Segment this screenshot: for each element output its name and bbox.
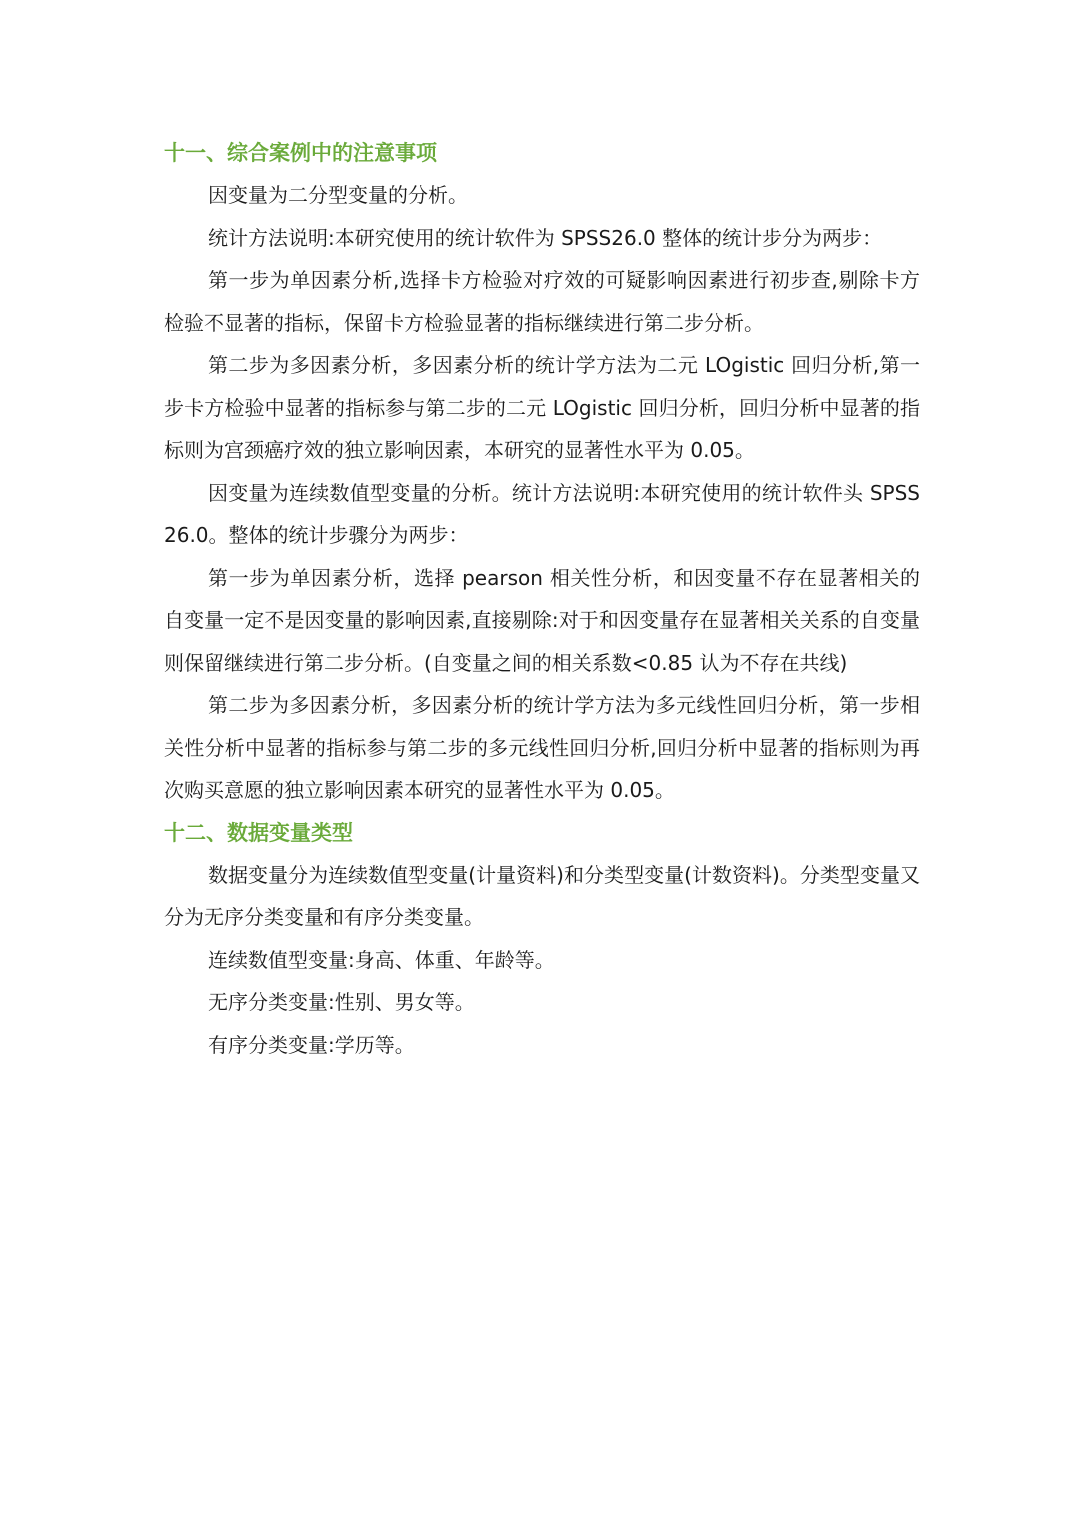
section-11-paragraph-2: 统计方法说明:本研究使用的统计软件为 SPSS26.0 整体的统计步分为两步： bbox=[208, 225, 883, 250]
section-11-heading: 十一、综合案例中的注意事项 bbox=[164, 141, 437, 165]
section-11-paragraph-1: 因变量为二分型变量的分析。 bbox=[208, 183, 468, 207]
section-11-paragraph-7: 第二步为多因素分析，多因素分析的统计学方法为多元线性回归分析，第一步相关性分析中显著的指标参与第二步的多元线性回归分析,回归分析中显著的指标则为再次购买意愿的独立影响因素本研究的显著性水平为 0.05。 bbox=[164, 693, 920, 802]
section-12-paragraph-4: 有序分类变量:学历等。 bbox=[208, 1032, 415, 1057]
document-page bbox=[164, 132, 920, 1066]
section-11-paragraph-6: 第一步为单因素分析，选择 pearson 相关性分析，和因变量不存在显著相关的自变量一定不是因变量的影响因素,直接剔除:对于和因变量存在显著相关关系的自变量则保留继续进行第二步分析。(自变量之间的相关系数<0.85 认为不存在共线) bbox=[164, 565, 920, 675]
section-12-paragraph-3: 无序分类变量:性别、男女等。 bbox=[208, 990, 475, 1014]
section-11-paragraph-5: 因变量为连续数值型变量的分析。统计方法说明:本研究使用的统计软件头 SPSS26.0。整体的统计步骤分为两步： bbox=[164, 480, 920, 547]
section-11-paragraph-4: 第二步为多因素分析，多因素分析的统计学方法为二元 LOgistic 回归分析,第一步卡方检验中显著的指标参与第二步的二元 LOgistic 回归分析，回归分析中显著的指标则为宫颈癌疗效的独立影响因素，本研究的显著性水平为 0.05。 bbox=[164, 353, 920, 462]
section-12-heading: 十二、数据变量类型 bbox=[164, 820, 353, 845]
section-11-paragraph-3: 第一步为单因素分析,选择卡方检验对疗效的可疑影响因素进行初步查,剔除卡方检验不显著的指标，保留卡方检验显著的指标继续进行第二步分析。 bbox=[164, 268, 920, 335]
section-12-paragraph-2: 连续数值型变量:身高、体重、年龄等。 bbox=[208, 947, 555, 972]
section-12-paragraph-1: 数据变量分为连续数值型变量(计量资料)和分类型变量(计数资料)。分类型变量又分为无序分类变量和有序分类变量。 bbox=[164, 862, 920, 929]
